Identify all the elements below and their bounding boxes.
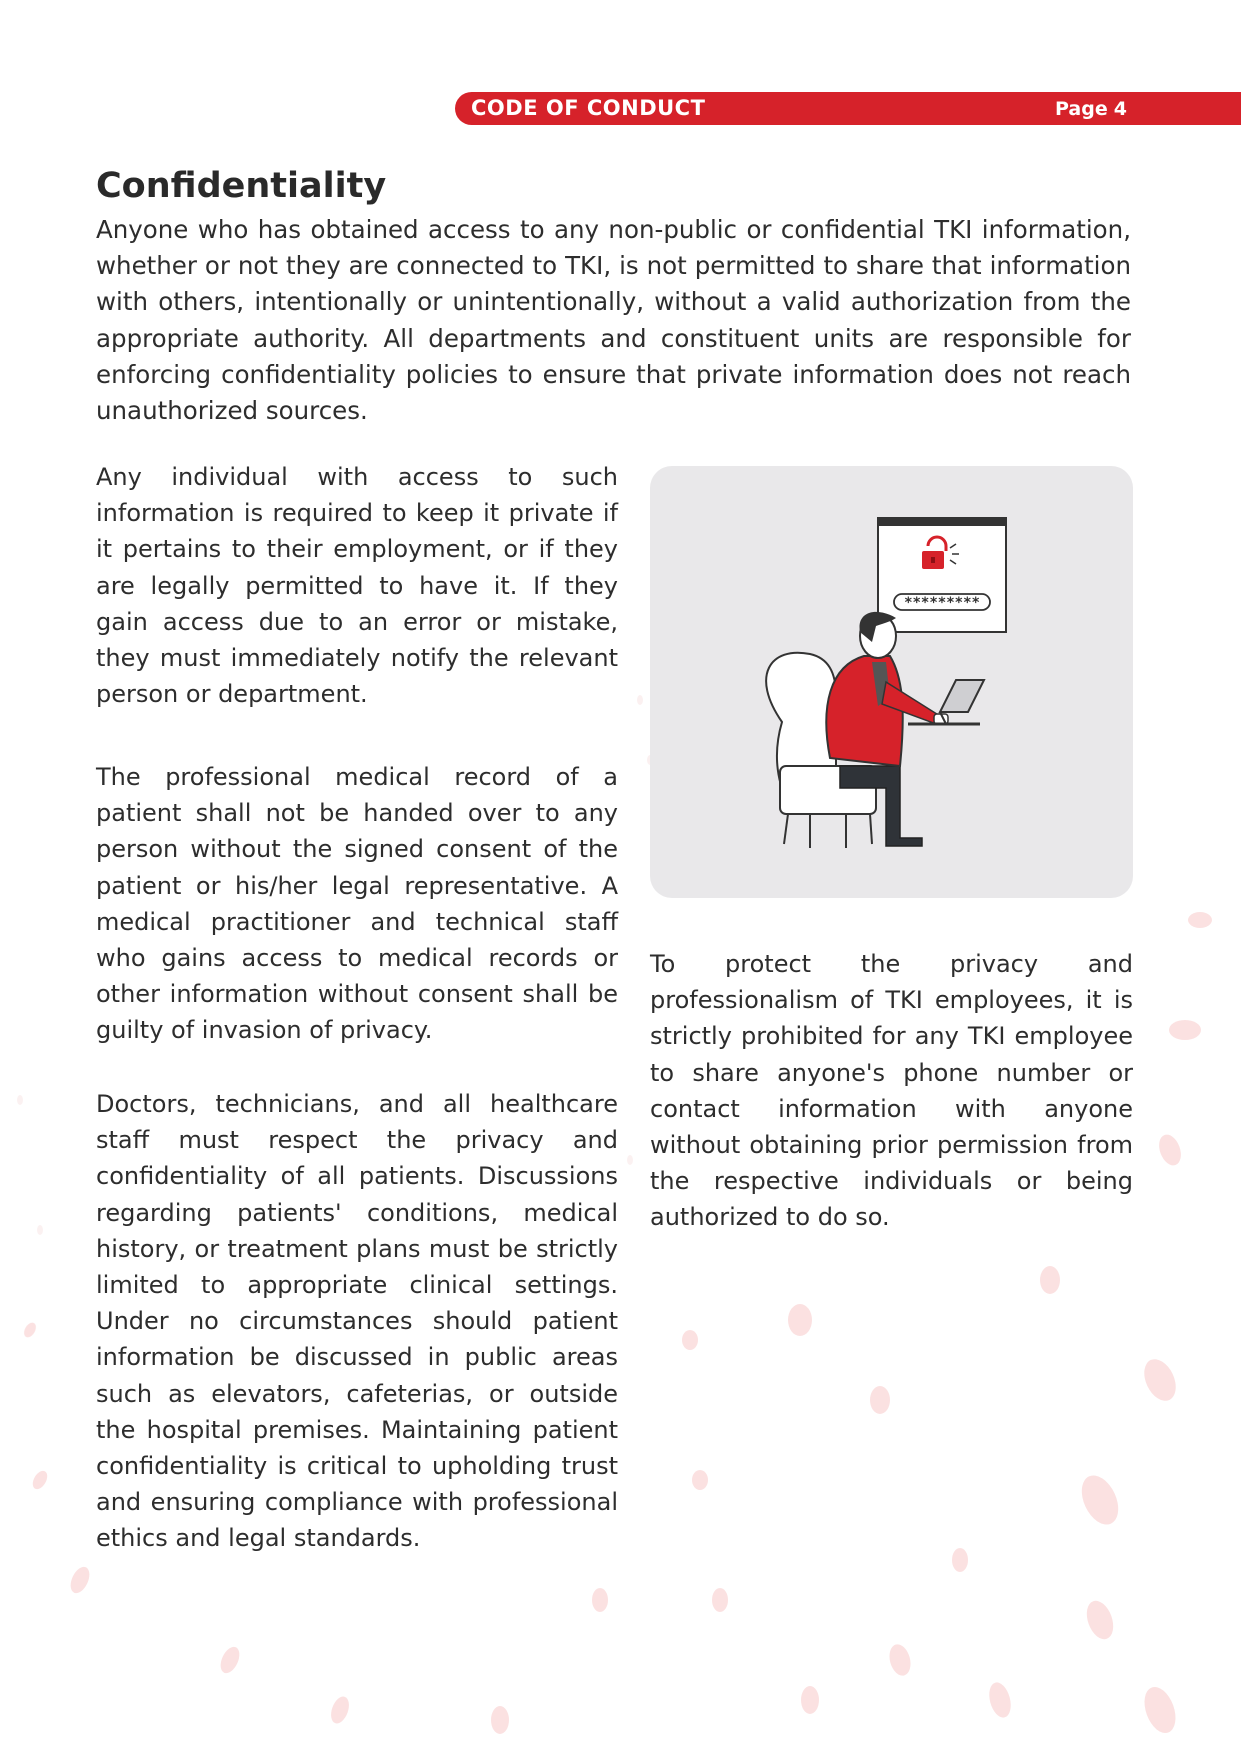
header-bar — [455, 92, 1241, 125]
section-title: Confidentiality — [96, 166, 387, 206]
page-indicator — [1055, 98, 1127, 120]
illustration-card — [650, 466, 1133, 898]
page-label: Page — [1055, 98, 1108, 120]
medical-record-paragraph: The professional medical record of a patient shall not be handed over to any person without the signed consent of the patient or his/her legal representative. A medical practitioner and technical staff who gains access to medical records or other information without consent shall be guilty of invasion of privacy. — [96, 763, 618, 1045]
access-paragraph: Any individual with access to such information is required to keep it private if it pertains to their employment, or if they are legally permitted to have it. If they gain access due to an error or mistake, they must immediately notify the relevant person or department. — [96, 463, 618, 709]
page-number: 4 — [1113, 98, 1127, 120]
browser-window-icon — [878, 518, 1006, 632]
intro-paragraph: Anyone who has obtained access to any non-public or confidential TKI information, whether or not they are connected to TKI, is not permitted to share that information with others, intentionally or unintentionally, without a valid authorization from the appropriate authority. All departments and constituent units are responsible for enforcing confidentiality policies to ensure that private information does not reach unauthorized sources. — [96, 215, 1131, 426]
password-mask: ********* — [904, 595, 980, 611]
healthcare-staff-paragraph: Doctors, technicians, and all healthcare staff must respect the privacy and confidentiality of all patients. Discussions regarding patients' conditions, medical history, or treatment plans must be strictly limited to appropriate clinical settings. Under no circumstances should patient information be discussed in public areas such as elevators, cafeterias, or outside the hospital premises. Maintaining patient confidentiality is critical to upholding trust and ensuring compliance with professional ethics and legal standards. — [96, 1090, 618, 1553]
man-at-laptop-illustration — [650, 466, 1133, 898]
phone-privacy-paragraph: To protect the privacy and professionalism of TKI employees, it is strictly prohibited for any TKI employee to share anyone's phone number or contact information with anyone without obtaining prior permission from the respective individuals or being authorized to do so. — [650, 950, 1133, 1232]
document-title: CODE OF CONDUCT — [471, 96, 706, 120]
